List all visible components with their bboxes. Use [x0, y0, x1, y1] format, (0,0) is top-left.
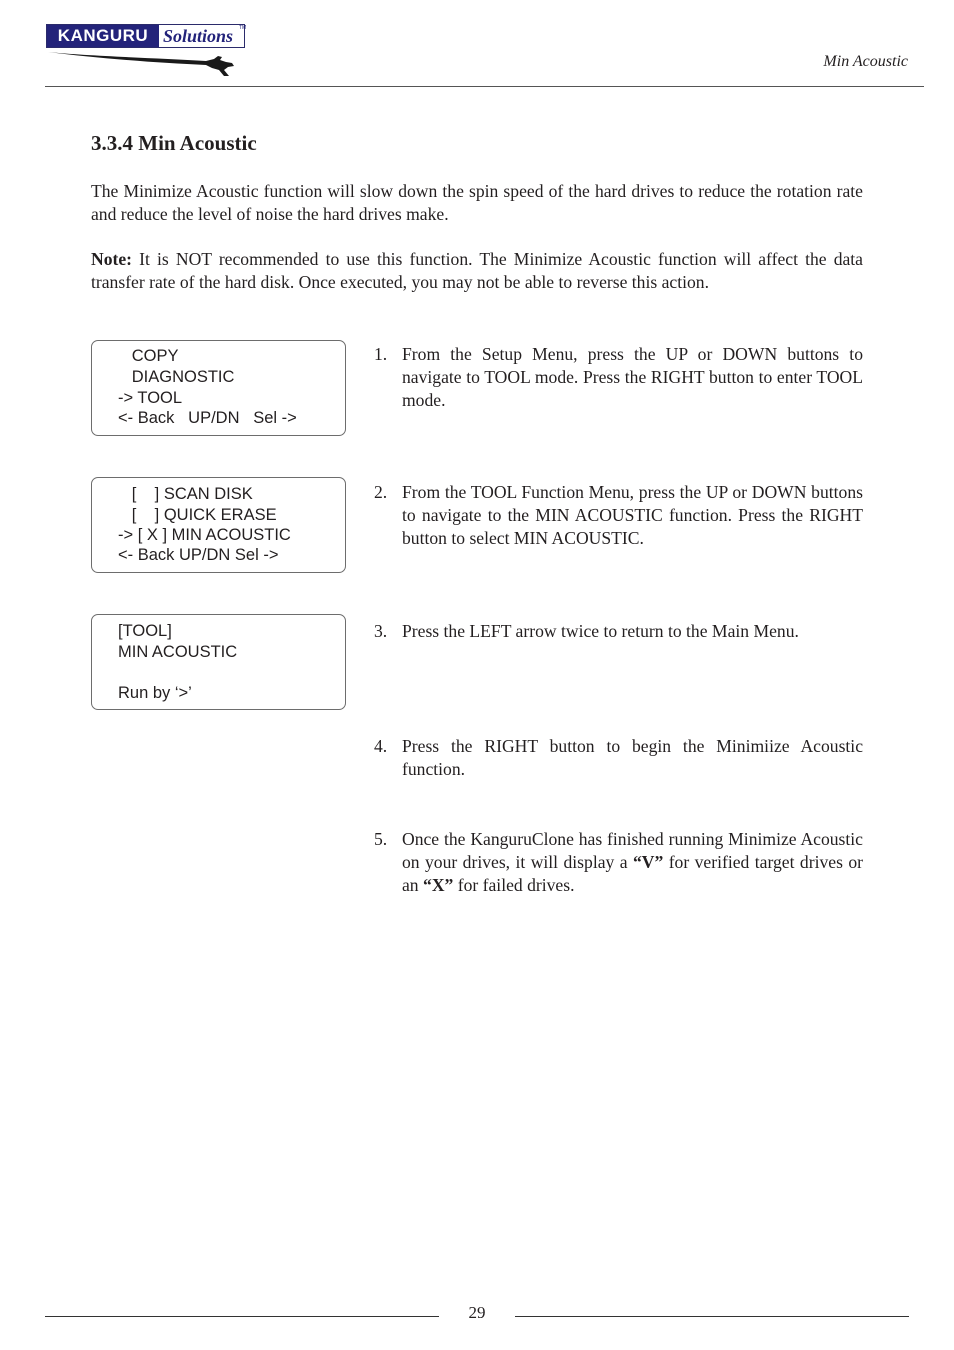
- kanguru-logo: [46, 22, 246, 78]
- step-text-part: for verified target drives or an: [402, 852, 863, 895]
- verified-mark: “V”: [632, 852, 664, 872]
- note-text: It is NOT recommended to use this function. The Minimize Acoustic function will affect the data transfer rate of the hard disk. Once executed, you may not be able to reverse this action.: [91, 249, 863, 292]
- lcd-line: [ ] QUICK ERASE: [118, 506, 277, 524]
- page-number: 29: [468, 1303, 486, 1322]
- footer-divider-right: [515, 1316, 909, 1317]
- step-text: From the Setup Menu, press the UP or DOWN buttons to navigate to TOOL mode. Press the RIGHT button to enter TOOL mode.: [402, 344, 863, 410]
- step-text: From the TOOL Function Menu, press the UP or DOWN buttons to navigate to the MIN ACOUSTIC function. Press the RIGHT button to select MIN ACOUSTIC.: [402, 482, 863, 548]
- step-text-part: Once the KanguruClone has finished running Minimize Acoustic on your drives, it will display a: [402, 829, 863, 872]
- header-divider: [45, 86, 924, 87]
- step-number: 2.: [374, 482, 388, 502]
- step-text: Press the RIGHT button to begin the Minimiize Acoustic function.: [402, 736, 863, 779]
- lcd-line: DIAGNOSTIC: [118, 368, 235, 386]
- lcd-line: -> [ X ] MIN ACOUSTIC: [118, 526, 291, 544]
- kangaroo-swoosh-icon: [46, 48, 246, 78]
- step-text: [402, 828, 863, 897]
- step-text: Press the LEFT arrow twice to return to the Main Menu.: [402, 621, 799, 641]
- intro-paragraph: The Minimize Acoustic function will slow down the spin speed of the hard drives to reduce the rotation rate and reduce the level of noise the hard drives make.: [91, 181, 863, 224]
- step-number: 5.: [374, 829, 388, 849]
- lcd-line: <- Back UP/DN Sel ->: [118, 409, 297, 427]
- step-number: 1.: [374, 344, 388, 364]
- lcd-line: [ ] SCAN DISK: [118, 485, 253, 503]
- note-label: Note:: [91, 249, 133, 269]
- step-number: 3.: [374, 621, 388, 641]
- note-paragraph: [91, 248, 863, 294]
- footer-divider-left: [45, 1316, 439, 1317]
- lcd-line: Run by ‘>’: [118, 684, 192, 702]
- lcd-line: COPY: [118, 347, 179, 365]
- step-text-part: for failed drives.: [453, 875, 575, 895]
- lcd-line: <- Back UP/DN Sel ->: [118, 546, 279, 564]
- lcd-screen-setup-menu: [91, 340, 346, 436]
- logo-brand: KANGURU: [47, 25, 159, 47]
- logo-trademark: TM: [239, 25, 247, 31]
- logo-suffix: Solutions: [163, 26, 234, 46]
- lcd-line: MIN ACOUSTIC: [118, 643, 238, 661]
- lcd-line: [TOOL]: [118, 622, 172, 640]
- failed-mark: “X”: [423, 875, 454, 895]
- lcd-screen-run-prompt: [91, 614, 346, 710]
- lcd-screen-tool-menu: [91, 477, 346, 573]
- logo-box: [46, 24, 245, 48]
- lcd-line: -> TOOL: [118, 389, 183, 407]
- running-head: Min Acoustic: [823, 53, 908, 70]
- section-title: 3.3.4 Min Acoustic: [91, 131, 257, 155]
- step-number: 4.: [374, 736, 388, 756]
